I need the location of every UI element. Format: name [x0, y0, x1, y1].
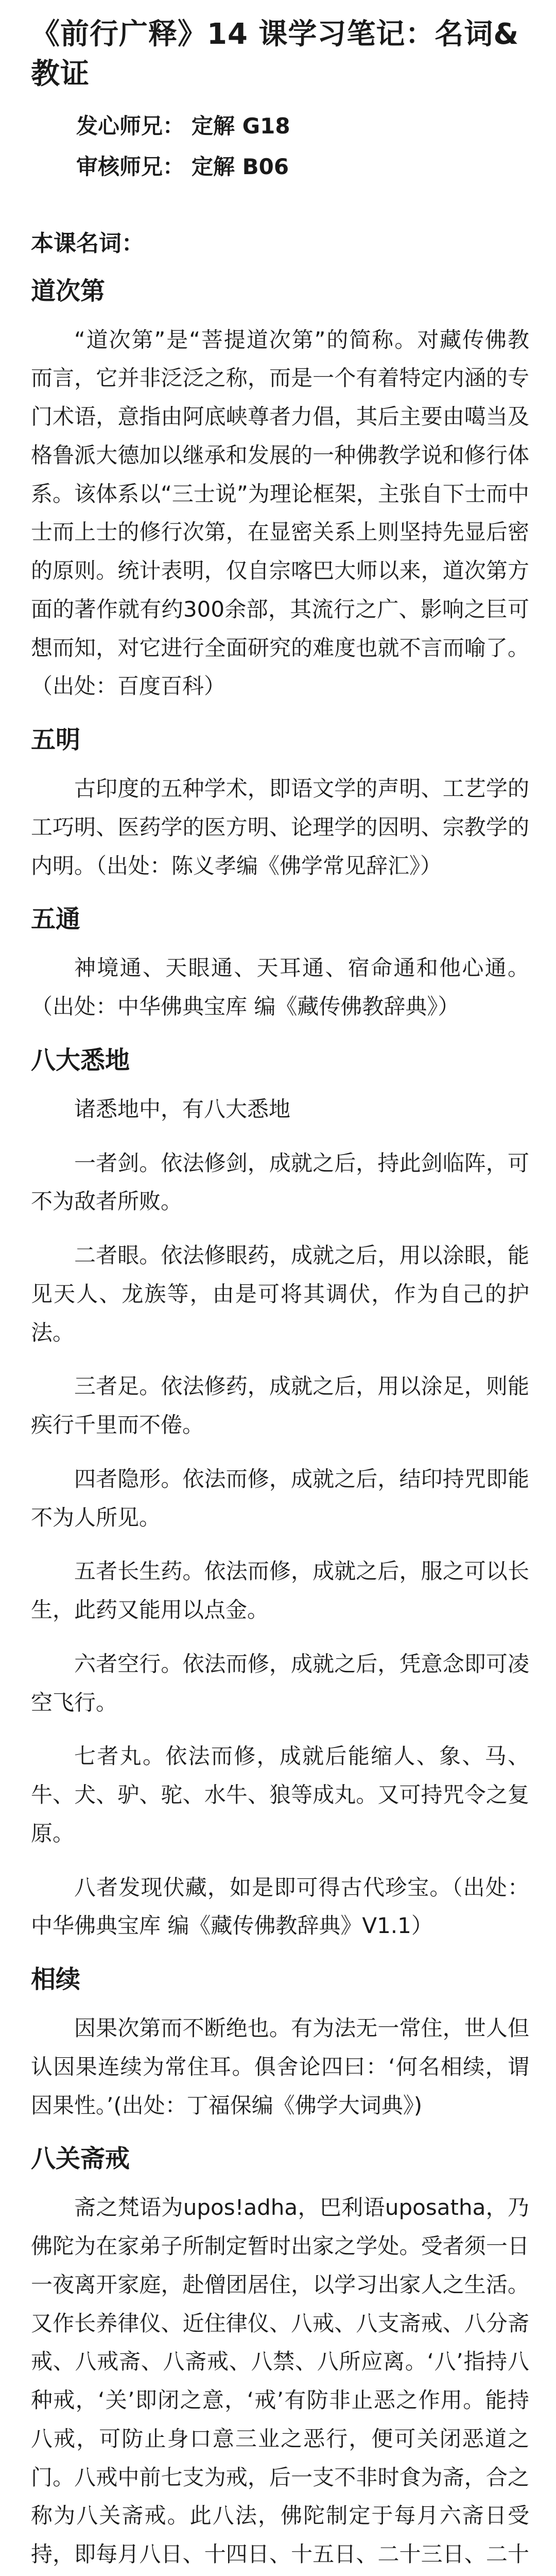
reviewer-value: 定解 B06	[192, 154, 289, 180]
term-heading: 道次第	[31, 276, 106, 306]
term-paragraph: 五者长生药。依法而修，成就之后，服之可以长生，此药又能用以点金。	[31, 1558, 529, 1623]
section-label: 本课名词：	[31, 230, 144, 257]
term-entry	[31, 273, 529, 706]
spacer	[31, 188, 529, 219]
term-entry	[31, 1042, 529, 1945]
term-heading: 八关斋戒	[31, 2144, 130, 2174]
reviewer-row	[76, 146, 529, 188]
mentor-label: 发心师兄：	[76, 113, 185, 139]
term-paragraph: 四者隐形。依法而修，成就之后，结印持咒即能不为人所见。	[31, 1466, 529, 1530]
term-heading: 五明	[31, 725, 81, 755]
term-entries	[31, 273, 529, 2576]
term-entry	[31, 2140, 529, 2576]
term-paragraph: 七者丸。依法而修，成就后能缩人、象、马、牛、犬、驴、驼、水牛、狼等成丸。又可持咒令之复原。	[31, 1743, 529, 1846]
term-entry	[31, 901, 529, 1026]
term-paragraph: 二者眼。依法修眼药，成就之后，用以涂眼，能见天人、龙族等，由是可将其调伏，作为自己的护法。	[31, 1243, 529, 1345]
page-title: 《前行广释》14 课学习笔记：名词&教证	[31, 18, 519, 91]
term-paragraph: 六者空行。依法而修，成就之后，凭意念即可凌空飞行。	[31, 1651, 529, 1715]
term-heading: 八大悉地	[31, 1045, 130, 1075]
term-paragraph: 因果次第而不断绝也。有为法无一常住，世人但认因果连续为常住耳。俱舍论四曰：‘何名相续，谓因果性。’(出处：丁福保编《佛学大词典》)	[31, 2015, 529, 2118]
term-paragraph: 三者足。依法修药，成就之后，用以涂足，则能疾行千里而不倦。	[31, 1374, 529, 1438]
term-paragraph: “道次第”是“菩提道次第”的简称。对藏传佛教而言，它并非泛泛之称，而是一个有着特定内涵的专门术语，意指由阿底峡尊者力倡，其后主要由噶当及格鲁派大德加以继承和发展的一种佛教学说和修行体系。该体系以“三士说”为理论框架，主张自下士而中士而上士的修行次第，在显密关系上则坚持先显后密的原则。统计表明，仅自宗喀巴大师以来，道次第方面的著作就有约300余部，其流行之广、影响之巨可想而知，对它进行全面研究的难度也就不言而喻了。（出处：百度百科）	[31, 327, 529, 699]
term-paragraph: 诸悉地中，有八大悉地	[74, 1096, 291, 1122]
term-heading: 相续	[31, 1965, 81, 1994]
term-paragraph: 古印度的五种学术，即语文学的声明、工艺学的工巧明、医药学的医方明、论理学的因明、宗教学的内明。（出处：陈义孝编《佛学常见辞汇》）	[31, 776, 529, 878]
term-entry	[31, 1961, 529, 2125]
term-entry	[31, 721, 529, 885]
contributors-block	[76, 106, 529, 188]
mentor-row	[76, 106, 529, 147]
term-paragraph: 一者剑。依法修剑，成就之后，持此剑临阵，可不为敌者所败。	[31, 1150, 529, 1214]
term-heading: 五通	[31, 905, 81, 934]
mentor-value: 定解 G18	[192, 113, 290, 139]
term-paragraph: 斋之梵语为upos!adha，巴利语uposatha，乃佛陀为在家弟子所制定暂时出家之学处。受者须一日一夜离开家庭，赴僧团居住，以学习出家人之生活。又作长养律仪、近住律仪、八戒、八支斋戒、八分斋戒、八戒斋、八斋戒、八禁、八所应离。‘八’指持八种戒，‘关’即闭之意，‘戒’有防非止恶之作用。能持八戒，可防止身口意三业之恶行，便可关闭恶道之门。八戒中前七支为戒，后一支不非时食为斋，合之称为八关斋戒。此八法，佛陀制定于每月六斋日受持，即每月八日、十四日、十五日、二十三日、二十	[31, 2195, 529, 2567]
term-paragraph: 八者发现伏藏，如是即可得古代珍宝。（出处：中华佛典宝库 编《藏传佛教辞典》V1.1）	[31, 1874, 529, 1939]
term-paragraph: 神境通、天眼通、天耳通、宿命通和他心通。（出处：中华佛典宝库 编《藏传佛教辞典》）	[31, 955, 529, 1020]
reviewer-label: 审核师兄：	[76, 154, 185, 180]
